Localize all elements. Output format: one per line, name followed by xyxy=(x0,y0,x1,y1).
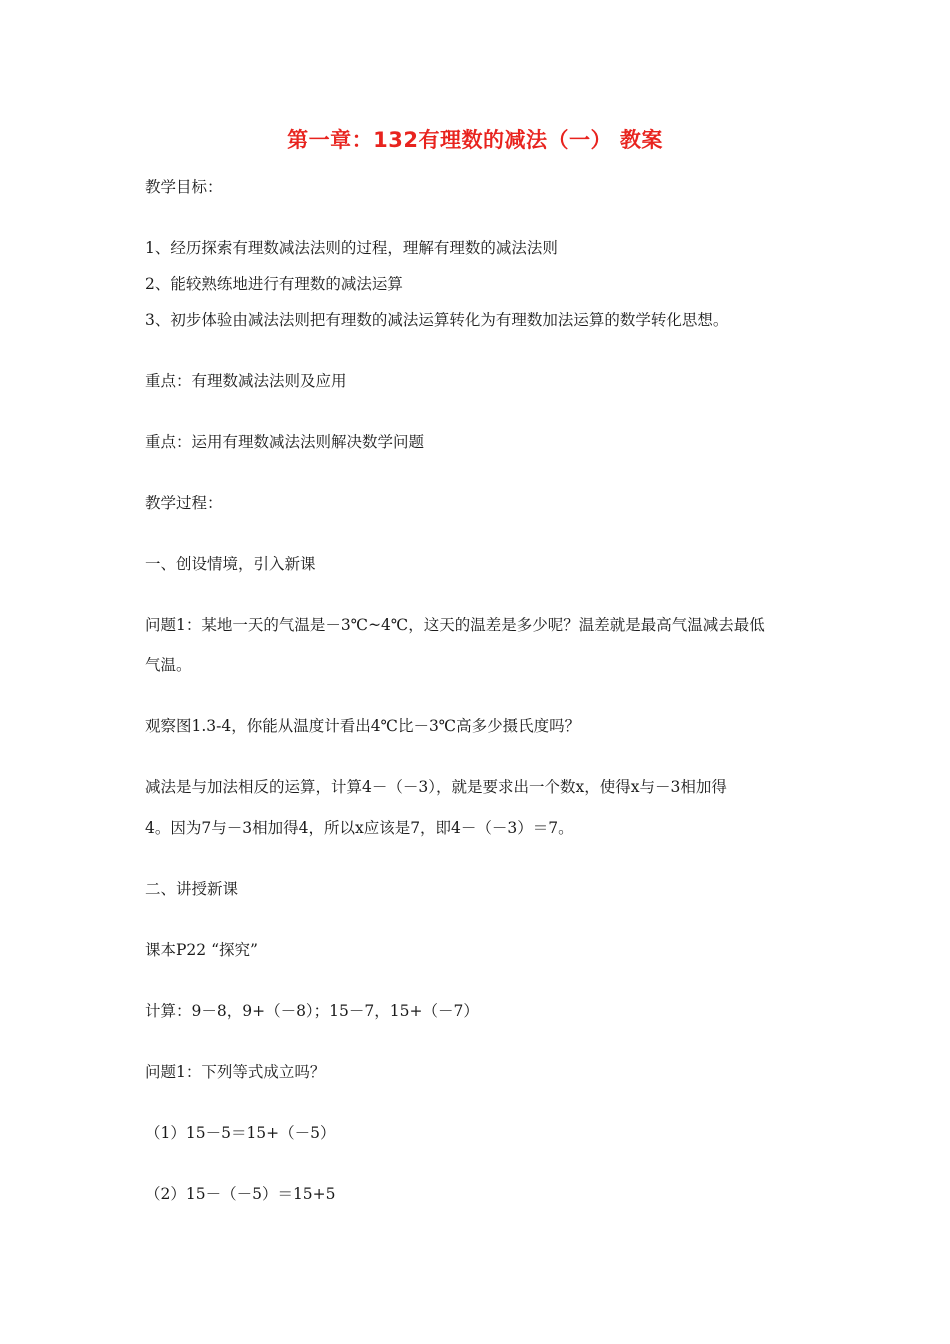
observation-text: 观察图1.3-4，你能从温度计看出4℃比－3℃高多少摄氏度吗？ xyxy=(145,717,581,735)
calculation-task: 计算：9－8，9+（－8）；15－7，15+（－7） xyxy=(145,1002,479,1020)
equation-item-2: （2）15－（－5）＝15+5 xyxy=(145,1185,336,1203)
explanation-line-1: 减法是与加法相反的运算，计算4－（－3），就是要求出一个数x，使得x与－3相加得 xyxy=(145,778,727,796)
equation-item-1: （1）15－5＝15+（－5） xyxy=(145,1124,336,1142)
question-1-line-1: 问题1：某地一天的气温是－3℃~4℃，这天的温差是多少呢？温差就是最高气温减去最低 xyxy=(145,616,765,634)
question-heading: 问题1：下列等式成立吗？ xyxy=(145,1063,326,1081)
section-heading-process: 教学过程： xyxy=(145,494,223,512)
section-heading-objectives: 教学目标： xyxy=(145,178,223,196)
question-1-line-2: 气温。 xyxy=(145,656,192,674)
objective-item-3: 3、初步体验由减法法则把有理数的减法运算转化为有理数加法运算的数学转化思想。 xyxy=(145,311,729,329)
key-point-1: 重点：有理数减法法则及应用 xyxy=(145,372,347,390)
section-heading-new-lesson: 二、讲授新课 xyxy=(145,880,239,898)
section-heading-intro: 一、创设情境，引入新课 xyxy=(145,555,316,573)
key-point-2: 重点：运用有理数减法法则解决数学问题 xyxy=(145,433,425,451)
objective-item-1: 1、经历探索有理数减法法则的过程，理解有理数的减法法则 xyxy=(145,239,558,257)
explanation-line-2: 4。因为7与－3相加得4，所以x应该是7，即4－（－3）＝7。 xyxy=(145,819,574,837)
objective-item-2: 2、能较熟练地进行有理数的减法运算 xyxy=(145,275,403,293)
textbook-reference: 课本P22 “探究” xyxy=(145,941,258,959)
page-title: 第一章：132有理数的减法（一） 教案 xyxy=(287,128,663,152)
